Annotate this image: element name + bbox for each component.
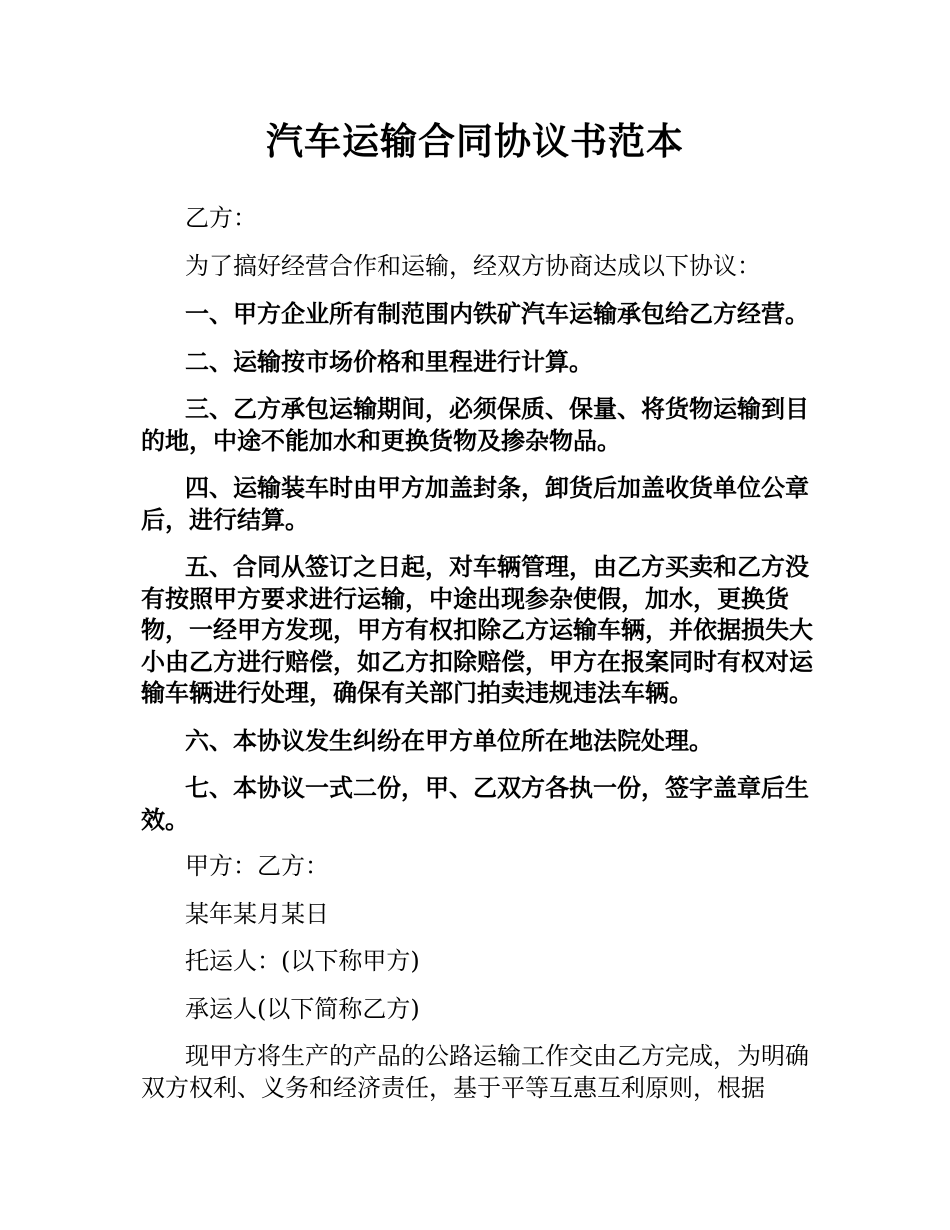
signature-date: 某年某月某日: [185, 899, 329, 928]
clause-4: 四、运输装车时由甲方加盖封条，卸货后加盖收货单位公章后，进行结算。: [141, 473, 809, 534]
clause-1: 一、甲方企业所有制范围内铁矿汽车运输承包给乙方经营。: [185, 299, 809, 328]
clause-6: 六、本协议发生纠纷在甲方单位所在地法院处理。: [185, 725, 713, 755]
clause-5: 五、合同从签订之日起，对车辆管理，由乙方买卖和乙方没有按照甲方要求进行运输，中途出现参杂使假，加水，更换货物，一经甲方发现，甲方有权扣除乙方运输车辆，并依据损失大小由乙方进行赔偿，如乙方扣除赔偿，甲方在报案同时有权对运输车辆进行处理，确保有关部门拍卖违规违法车辆。: [141, 552, 813, 707]
party-b-line: 乙方：: [185, 204, 257, 232]
clause-2: 二、运输按市场价格和里程进行计算。: [185, 346, 593, 376]
second-contract-intro: 现甲方将生产的产品的公路运输工作交由乙方完成，为明确双方权利、义务和经济责任，基于平等互惠互利原则，根据: [141, 1042, 809, 1102]
carrier-line: 承运人(以下简称乙方): [185, 994, 420, 1023]
intro-paragraph: 为了搞好经营合作和运输，经双方协商达成以下协议：: [185, 251, 761, 280]
document-title: 汽车运输合同协议书范本: [266, 120, 684, 163]
consignor-line: 托运人：(以下称甲方): [185, 947, 420, 975]
signature-parties: 甲方：乙方：: [185, 852, 329, 880]
clause-7: 七、本协议一式二份，甲、乙双方各执一份，签字盖章后生效。: [141, 773, 809, 834]
document-body: [141, 203, 821, 1120]
clause-3: 三、乙方承包运输期间，必须保质、保量、将货物运输到目的地，中途不能加水和更换货物及掺杂物品。: [141, 394, 809, 455]
